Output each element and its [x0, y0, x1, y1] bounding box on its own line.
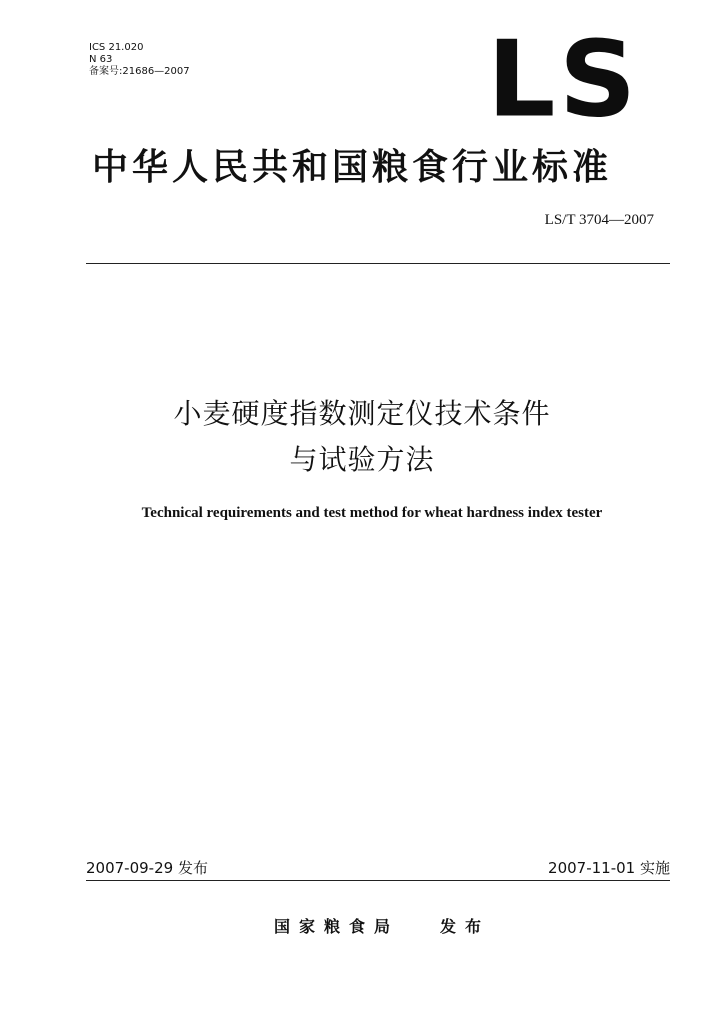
document-title-line-1: 小麦硬度指数测定仪技术条件 — [173, 397, 551, 430]
publish-label: 发布 — [440, 917, 491, 936]
registration-number: 备案号:21686—2007 — [89, 66, 190, 77]
issue-date: 2007-09-29 发布 — [86, 859, 208, 877]
ics-code: ICS 21.020 — [89, 42, 144, 53]
bottom-divider — [86, 880, 670, 881]
implementation-date: 2007-11-01 实施 — [548, 859, 670, 877]
ccs-code: N 63 — [89, 54, 113, 65]
document-title-english: Technical requirements and test method for wheat hardness index tester — [141, 505, 603, 521]
publisher-name: 国家粮食局 — [274, 917, 400, 936]
document-title-line-2: 与试验方法 — [289, 443, 435, 476]
classification-codes — [89, 42, 190, 78]
top-divider — [86, 263, 670, 264]
ls-logo: LS — [487, 18, 640, 142]
standard-category-title: 中华人民共和国粮食行业标准 — [92, 147, 613, 188]
standard-number: LS/T 3704—2007 — [544, 212, 654, 228]
